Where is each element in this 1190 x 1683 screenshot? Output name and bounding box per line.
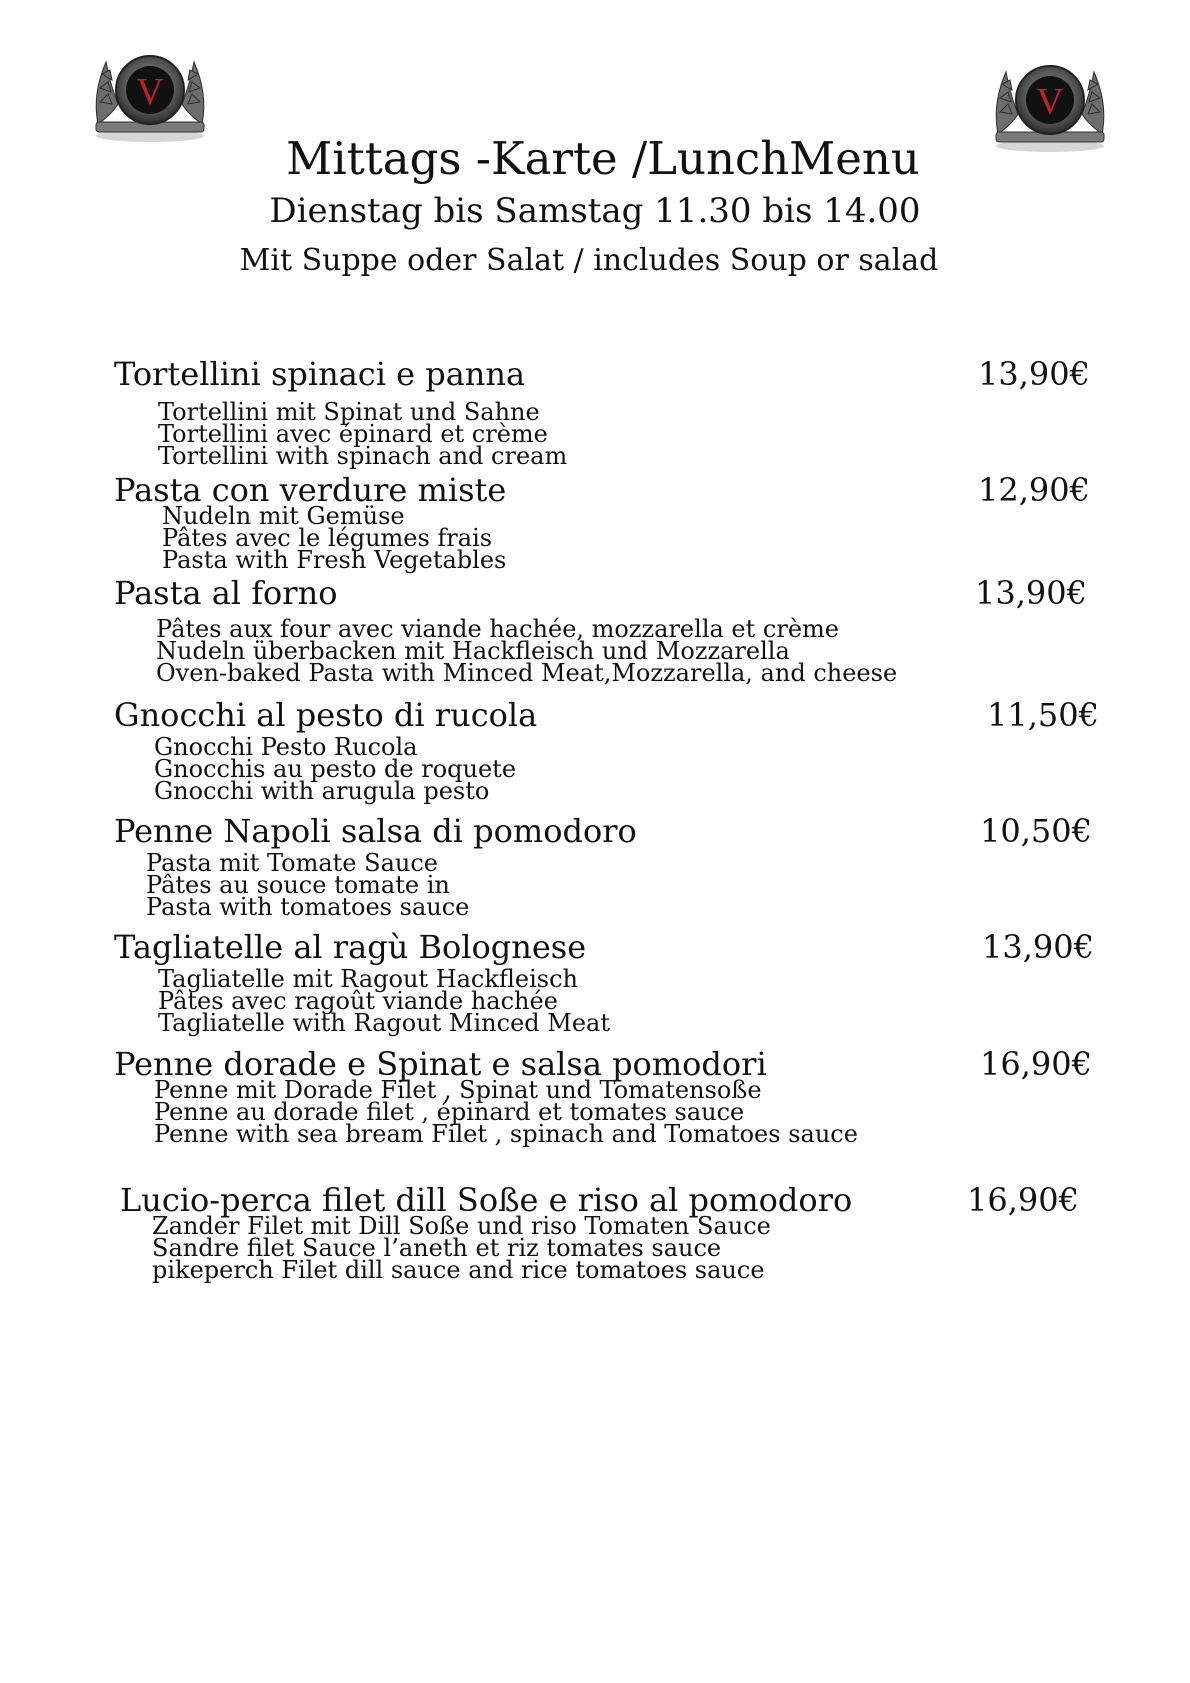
menu-item-description — [154, 1076, 858, 1148]
description-line-de: Tortellini mit Spinat und Sahne — [158, 398, 540, 426]
menu-item-name: Lucio-perca filet dill Soße e riso al pomodoro — [120, 1181, 853, 1219]
restaurant-logo-left — [88, 44, 212, 144]
menu-item — [0, 1045, 1190, 1165]
menu-item-price: 13,90€ — [982, 928, 1094, 966]
description-line-en: Pasta with tomatoes sauce — [146, 893, 470, 921]
description-line-de: Nudeln mit Gemüse — [162, 502, 405, 530]
description-line-de: Penne mit Dorade Filet , Spinat und Tomatensoße — [154, 1076, 762, 1104]
menu-item-description — [152, 1212, 771, 1284]
description-line-en: pikeperch Filet dill sauce and rice tomatoes sauce — [152, 1256, 765, 1284]
description-line-de: Pasta mit Tomate Sauce — [146, 849, 438, 877]
description-line-de: Zander Filet mit Dill Soße und riso Tomaten Sauce — [152, 1212, 771, 1240]
description-line-fr: Gnocchis au pesto de roquete — [154, 755, 517, 783]
laurel-crest-icon — [88, 44, 212, 144]
menu-item — [0, 1181, 1190, 1301]
description-line-en: Tagliatelle with Ragout Minced Meat — [158, 1009, 611, 1037]
menu-item — [0, 574, 1190, 694]
menu-item-price: 16,90€ — [967, 1181, 1079, 1219]
menu-item-name: Pasta con verdure miste — [114, 471, 507, 509]
description-line-de: Gnocchi Pesto Rucola — [154, 733, 418, 761]
menu-item-price: 11,50€ — [987, 696, 1099, 734]
description-line-fr: Sandre filet Sauce l’aneth et riz tomates sauce — [152, 1234, 722, 1262]
menu-item-name: Tortellini spinaci e panna — [114, 355, 526, 393]
description-line-fr: Tortellini avec épinard et crème — [158, 420, 548, 448]
description-line-fr: Pâtes au souce tomate in — [146, 871, 450, 899]
menu-item-name: Penne Napoli salsa di pomodoro — [114, 812, 637, 850]
menu-item-description — [162, 502, 507, 574]
menu-item — [0, 471, 1190, 591]
menu-title: Mittags -Karte /LunchMenu — [286, 132, 920, 185]
description-line-en: Tortellini with spinach and cream — [158, 442, 568, 470]
description-line-de: Tagliatelle mit Ragout Hackfleisch — [158, 965, 579, 993]
menu-item-description — [156, 615, 898, 687]
menu-item — [0, 928, 1190, 1048]
menu-includes: Mit Suppe oder Salat / includes Soup or salad — [239, 243, 939, 278]
menu-item — [0, 355, 1190, 475]
menu-item-price: 13,90€ — [975, 574, 1087, 612]
menu-item-name: Penne dorade e Spinat e salsa pomodori — [114, 1045, 767, 1083]
menu-item-description — [158, 398, 568, 470]
description-line-fr: Pâtes avec le légumes frais — [162, 524, 493, 552]
menu-item — [0, 696, 1190, 816]
description-line-de: Nudeln überbacken mit Hackfleisch und Mozzarella — [156, 637, 790, 665]
description-line-en: Penne with sea bream Filet , spinach and Tomatoes sauce — [154, 1120, 858, 1148]
svg-text:V: V — [1036, 81, 1064, 123]
menu-item-price: 12,90€ — [978, 471, 1090, 509]
menu-item-name: Tagliatelle al ragù Bolognese — [114, 928, 587, 966]
menu-item-description — [146, 849, 470, 921]
description-line-en: Oven-baked Pasta with Minced Meat,Mozzarella, and cheese — [156, 659, 898, 687]
description-line-en: Gnocchi with arugula pesto — [154, 777, 490, 805]
svg-text:V: V — [136, 71, 164, 113]
description-line-fr: Pâtes aux four avec viande hachée, mozzarella et crème — [156, 615, 839, 643]
menu-item-price: 10,50€ — [980, 812, 1092, 850]
menu-item — [0, 812, 1190, 932]
description-line-en: Pasta with Fresh Vegetables — [162, 546, 507, 574]
menu-item-price: 16,90€ — [980, 1045, 1092, 1083]
menu-item-description — [154, 733, 517, 805]
menu-item-description — [158, 965, 611, 1037]
menu-item-name: Gnocchi al pesto di rucola — [114, 696, 538, 734]
description-line-fr: Pâtes avec ragoût viande hachée — [158, 987, 558, 1015]
menu-item-name: Pasta al forno — [114, 574, 338, 612]
menu-item-price: 13,90€ — [978, 355, 1090, 393]
menu-hours: Dienstag bis Samstag 11.30 bis 14.00 — [269, 191, 921, 231]
description-line-fr: Penne au dorade filet , épinard et tomates sauce — [154, 1098, 745, 1126]
